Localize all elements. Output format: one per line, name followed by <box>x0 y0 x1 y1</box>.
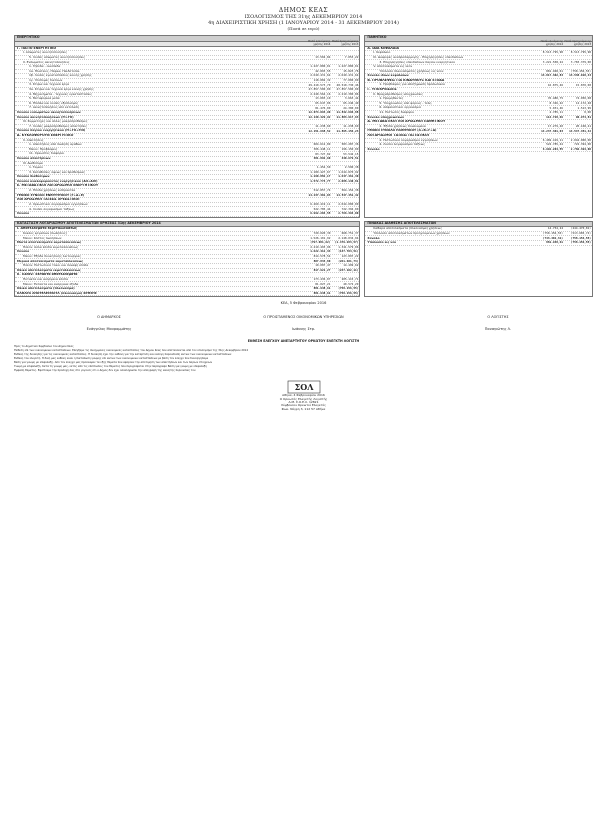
row-label: Σύνολο υποχρεώσεων <box>367 115 405 119</box>
row-label: 7. Λοιπές μακροπρόθεσμες απαιτήσεις <box>29 124 88 128</box>
value-current: 306.448,11 <box>313 147 331 151</box>
row-label: 1. Γήπεδα - οικόπεδα <box>29 65 61 69</box>
row-label: Μείον: Έκτακτα και ανόργανα έξοδα <box>23 282 79 286</box>
value-current: (797.081,62) <box>310 241 331 245</box>
value-previous: (244.470,81) <box>570 227 591 231</box>
value-previous: 40.572,29 <box>343 282 359 286</box>
row-label: Έκτακτα και ανόργανα έσοδα <box>23 277 68 281</box>
row-label: ΛΟΓΑΡΙΑΣΜΟΙ ΤΑΞΕΩΣ ΠΙΣΤΩΤΙΚΟΙ <box>367 133 429 137</box>
value-previous: 440.679,51 <box>341 157 359 161</box>
signatures <box>14 315 593 331</box>
row-label: 5. Μεταφορικά μέσα <box>29 97 60 101</box>
value-current: 381.892,60 <box>313 157 331 161</box>
income-statement-title: ΚΑΤΑΣΤΑΣΗ ΛΟΓΑΡΙΑΣΜΟΥ ΑΠΟΤΕΛΕΣΜΑΤΩΝ ΧΡΗΣΕΩΣ 31ης ΔΕΚΕΜΒΡΙΟΥ 2014 <box>15 222 359 228</box>
row-label: 3. Επιχορηγήσεις επενδύσεων παγίου ενεργητικού <box>379 60 455 64</box>
value-previous: 668.751,37 <box>341 232 359 236</box>
value-current: (758.156,55) <box>542 232 563 236</box>
row-label: 3α. Κτίρια και τεχνικά έργα κοινής χρήσης <box>29 88 94 92</box>
signer-role: Ο ΠΡΟΙΣΤΑΜΕΝΟΣ ΟΙΚΟΝΟΜΙΚΩΝ ΥΠΗΡΕΣΙΩΝ <box>263 315 344 320</box>
liabilities-rows <box>365 47 592 153</box>
appropriation-table <box>364 221 593 298</box>
row-label: Β. ΠΡΟΒΛΕΨΕΙΣ ΓΙΑ ΚΙΝΔΥΝΟΥΣ ΚΑΙ ΕΞΟΔΑ <box>367 78 445 82</box>
value-previous: (758.156,55) <box>338 291 359 295</box>
value-current: 13.003,10 <box>315 97 331 101</box>
value-current: 1.227.800,01 <box>310 65 331 69</box>
value-current: 881.948,61 <box>546 69 563 73</box>
value-previous: 14.499,62 <box>343 264 359 268</box>
value-current: 118.882,32 <box>313 79 331 82</box>
value-previous: 15.870,00 <box>575 83 591 87</box>
row-label: Γ. ΥΠΟΧΡΕΩΣΕΙΣ <box>367 87 397 91</box>
value-previous: (758.156,55) <box>570 241 591 245</box>
value-current: 10.087,47 <box>315 264 331 268</box>
row-label: V. Αποτελέσματα εις νέον <box>373 65 413 69</box>
row-label: Σύνολο ακινητοποιήσεων (ΓΙ+ΓΙΙ) <box>17 115 74 119</box>
value-current: 12.074.093,90 <box>308 111 331 115</box>
income-rows <box>15 227 359 296</box>
row-label: 2. Έσοδα χρήσεως εισπρακτέα <box>29 189 76 193</box>
value-current: 1.526.101,92 <box>310 236 331 240</box>
row-label: Υπόλοιπο αποτελεσμάτων προηγούμενων χρήσεων <box>373 231 450 235</box>
row-label: Ι. Αποτελέσματα εκμεταλλεύσεως <box>17 227 77 231</box>
value-current: 814.578,54 <box>313 255 331 259</box>
row-label: 4. Λοιποί λογαριασμοί τάξεως <box>29 207 75 211</box>
row-label: 1β. Λοιπές εγκαταστάσεις κοινής χρήσης <box>29 74 92 78</box>
footer-address: Φωκ. Νέγρη 3, 112 57 Αθήνα <box>281 406 326 411</box>
value-current: 1.622.412,34 <box>310 250 331 254</box>
table-row <box>365 148 592 153</box>
value-current: 76.480,75 <box>547 97 563 101</box>
value-previous: 2.148.034,94 <box>338 236 359 240</box>
value-previous: 0,00 <box>584 111 591 115</box>
value-current: 81.476,00 <box>315 106 331 110</box>
value-current: 12.140.429,92 <box>308 115 331 119</box>
row-label: Πλέον: Άλλα έσοδα εκμεταλλεύσεως <box>23 245 79 249</box>
value-current: 13.817.302,83 <box>541 74 563 78</box>
place-date: ΚΕΑ, 5 Φεβρουαρίου 2016 <box>280 301 327 306</box>
row-label: Σύνολο απαιτήσεων <box>17 156 51 160</box>
assets-rows <box>15 47 359 217</box>
value-previous: 123.897,22 <box>341 255 359 259</box>
value-previous: (1.479.283,57) <box>334 241 359 245</box>
value-previous: (758.156,55) <box>338 287 359 291</box>
value-current: 14.237.301,03 <box>541 129 563 133</box>
row-label: Ολικά αποτελέσματα εκμεταλλεύσεως <box>17 268 81 272</box>
row-label: Ε. ΜΕΤΑΒΑΤΙΚΟΙ ΛΟΓΑΡΙΑΣΜΟΙ ΕΝΕΡΓΗΤΙΚΟΥ <box>17 184 99 188</box>
row-label: 2. Χρεωστικοί λογαριασμοί εγγυήσεων <box>29 202 88 206</box>
row-label: IV. Διαθέσιμα <box>23 161 43 165</box>
value-current: 13.504,84 <box>315 56 331 60</box>
value-previous: 77.000,00 <box>343 79 359 82</box>
row-label: Ολικά αποτελέσματα (πλεόνασμα) <box>17 287 75 291</box>
row-label: ΚΑΘΑΡΑ ΑΠΟΤΕΛΕΣΜΑΤΑ (πλεόνασμα) ΧΡΗΣΗΣ <box>17 291 97 295</box>
col-previous: Ποσά προηγούμενης χρήσης 2013 <box>564 39 591 46</box>
row-label: 11. Χρεώστες διάφοροι <box>29 152 65 156</box>
footer-role: Ο Ορκωτός Ελεγκτής Λογιστής <box>279 396 328 401</box>
value-previous: 20.168,41 <box>575 124 591 128</box>
auditor-footer <box>14 380 593 411</box>
value-current: 42.893,55 <box>315 69 331 73</box>
row-label: ΙΙ. Απαιτήσεις <box>23 138 44 142</box>
signer-name: Ευάγγελος Μαυρομμάτης <box>86 327 132 332</box>
report-paragraph: Έμφαση θέματος. Εφιστούμε την προσοχή σας στο γεγονός ότι ο Δήμος δεν έχει ολοκληρώσει την απογραφή της ακίνητης περιουσίας του <box>14 368 196 372</box>
value-current: 47.857.500,00 <box>308 88 331 92</box>
row-label: 3. Κτίρια και τεχνικά έργα <box>29 83 69 87</box>
value-current: 1.189.427,67 <box>310 170 331 174</box>
row-label: 4. Μηχανήματα - τεχνικές εγκαταστάσεις <box>29 92 93 96</box>
row-label: Σύνολο <box>17 250 30 254</box>
value-previous: (261.601,73) <box>338 259 359 263</box>
value-current: 8.513.795,98 <box>542 51 563 55</box>
value-current: 817.921,27 <box>313 268 331 272</box>
row-label: ΙΙ. Πλέον: Έκτακτα αποτελέσματα <box>17 273 78 277</box>
value-previous: (137.704,51) <box>338 250 359 254</box>
row-label: 6. Έπιπλα και λοιπός εξοπλισμός <box>29 101 79 105</box>
row-label: ΛΟΓΑΡΙΑΣΜΟΙ ΤΑΞΕΩΣ ΧΡΕΩΣΤΙΚΟΙ <box>17 198 80 202</box>
row-label: ΓΕΝΙΚΟ ΣΥΝΟΛΟ ΠΑΘΗΤΙΚΟΥ (Α+Β+Γ+Δ) <box>367 129 437 133</box>
value-current: 1.572.774,77 <box>310 180 331 184</box>
value-current: 6.992.204,55 <box>542 147 563 151</box>
row-label: 5. Λοιπές ασώματες ακινητοποιήσεις <box>29 55 86 59</box>
report-paragraph: Ευθύνη του ελεγκτή. Η δική μας ευθύνη είναι η διατύπωση γνώμης επί αυτών των οικονομικών καταστάσεων με βάση τον έλεγχο που διενεργήσαμε <box>14 356 209 360</box>
value-current: 11.238,60 <box>315 124 331 128</box>
value-current: 14.754,24 <box>547 227 563 231</box>
row-label: 1. Ταμείο <box>29 166 44 170</box>
value-current: 881.948,61 <box>313 291 331 295</box>
row-label: Γ. ΠΑΓΙΟ ΕΝΕΡΓΗΤΙΚΟ <box>17 46 57 50</box>
assets-title: ΕΝΕΡΓΗΤΙΚΟ <box>15 36 359 42</box>
value-previous: (758.156,55) <box>570 236 591 240</box>
row-label: ΙΙ. Ενσώματες ακινητοποιήσεις <box>23 60 70 64</box>
value-current: 4.785,11 <box>549 111 563 115</box>
value-previous: 1.647.461,30 <box>338 175 359 179</box>
signer-role: Ο ΔΗΜΑΡΧΟΣ <box>97 315 121 320</box>
value-previous: 1.227.800,01 <box>338 65 359 69</box>
liabilities-title: ΠΑΘΗΤΙΚΟ <box>365 36 592 42</box>
value-previous: 8.513.795,98 <box>570 51 591 55</box>
row-label: Σύνολο <box>367 236 380 240</box>
value-current: 173.436,07 <box>313 278 331 282</box>
value-previous: 1.341.579,06 <box>338 245 359 249</box>
row-label: Δ. ΚΥΚΛΟΦΟΡΟΥΝ ΕΝΕΡΓΗΤΙΚΟ <box>17 133 74 137</box>
value-previous: (247.102,11) <box>338 268 359 272</box>
row-label: ΙΙ. Βραχυπρόθεσμες υποχρεώσεις <box>373 92 424 96</box>
sol-logo-icon <box>287 380 321 394</box>
signer-role: Ο ΛΟΓΙΣΤΗΣ <box>487 315 509 320</box>
value-previous: 722.394,00 <box>341 207 359 211</box>
row-label: Σύνολο παγίου ενεργητικού (ΓΙ+ΓΙΙ+ΓΙΙΙ) <box>17 129 86 133</box>
value-current: 65.647,06 <box>315 101 331 105</box>
value-previous: 196.150,00 <box>341 147 359 151</box>
appropriation-title: ΠΙΝΑΚΑΣ ΔΙΑΘΕΣΗΣ ΑΠΟΤΕΛΕΣΜΑΤΩΝ <box>365 222 592 228</box>
row-label: 1. Απαιτήσεις από πώληση αγαθών <box>29 143 82 147</box>
row-label: 1α. Πλατείες, Πάρκα, Παιδότοποι <box>29 69 80 73</box>
report-paragraph: Γνώμη με επιφύλαξη. Κατά τη γνώμη μας, εκτός από τις επιπτώσεις του θέματος που περιγράφεται στην παράγραφο Βάση για γνώμη με επιφύλαξη <box>14 364 207 368</box>
value-previous: 3.663,44 <box>344 97 359 101</box>
value-previous: 3.783.379,00 <box>570 60 591 64</box>
value-current: 512.857,74 <box>313 189 331 193</box>
value-previous: 13.538.018,43 <box>569 74 591 78</box>
currency-note: (Ποσά σε ευρώ) <box>287 26 320 32</box>
value-previous: 2.766.394,00 <box>338 212 359 216</box>
value-previous: 564.154,38 <box>341 189 359 193</box>
value-previous: 2.219.300,86 <box>338 92 359 96</box>
appropriation-rows <box>365 227 592 245</box>
value-current: 2.240.564,16 <box>310 92 331 96</box>
fiscal-period: 4η ΔΙΑΧΕΙΡΙΣΤΙΚΗ ΧΡΗΣΗ (1 ΙΑΝΟΥΑΡΙΟΥ 2014 - 31 ΔΕΚΕΜΒΡΙΟΥ 2014) <box>208 19 399 26</box>
auditor-report <box>14 339 593 372</box>
value-previous: 90.974,81 <box>575 115 591 119</box>
value-previous: 12.172,48 <box>575 101 591 105</box>
balance-sheet <box>14 35 593 218</box>
row-label: Σύνολο κυκλοφορούντος ενεργητικού (ΔΙΙ+ΔΙV) <box>17 179 98 183</box>
row-label: Δ. ΜΕΤΑΒΑΤΙΚΟΙ ΛΟΓΑΡΙΑΣΜΟΙ ΠΑΘΗΤΙΚΟΥ <box>367 120 446 124</box>
value-current: 5.031,46 <box>549 106 563 110</box>
report-paragraph: Προς το Δημοτικό Συμβούλιο του Δήμου Κέας <box>14 344 74 348</box>
value-current: 83.727,82 <box>315 152 331 156</box>
value-previous: 2.044.000,00 <box>570 138 591 142</box>
value-previous: 48.510.730,46 <box>336 83 359 87</box>
footer-reg: Α.Μ. Σ.Ο.Ε.Λ. 12821 <box>288 399 319 404</box>
value-current: 8.346,42 <box>549 101 563 105</box>
row-label: 11. Πιστωτές διάφοροι <box>379 111 415 115</box>
signer <box>249 315 359 331</box>
value-current: 49.410.573,70 <box>308 83 331 87</box>
value-previous: 47.857.500,00 <box>336 88 359 92</box>
value-previous: 2.088.140,81 <box>338 180 359 184</box>
value-current: 6.992.204,55 <box>310 212 331 216</box>
row-label: Σύνολο <box>17 212 30 216</box>
value-previous: 14.547.451,42 <box>336 193 359 197</box>
assets-section <box>14 35 360 218</box>
row-label: Α. ΙΔΙΑ ΚΕΦΑΛΑΙΑ <box>367 46 400 50</box>
value-current: 2.419.493,96 <box>310 245 331 249</box>
report-paragraph: Ευθύνη της διοίκησης για τις οικονομικές καταστάσεις. Η διοίκηση έχει την ευθύνη για την κατάρτιση και εύλογη παρουσίαση αυτών των οικονομικών καταστάσεων <box>14 352 232 356</box>
row-label: 7. Ακινητοποιήσεις υπό εκτέλεση <box>29 106 80 110</box>
report-paragraph: Έκθεση επί των οικονομικών καταστάσεων. Ελέγξαμε τις συνημμένες οικονομικές καταστάσεις του Δήμου Κέας που αποτελούνται από τον ισολογισμό της 31ης Δεκεμβρίου 2014 <box>14 348 248 352</box>
table-row <box>365 241 592 246</box>
row-label: Μείον: Προβλέψεις <box>29 147 58 151</box>
value-current: 522.785,44 <box>313 207 331 211</box>
value-previous: 583.287,36 <box>341 143 359 147</box>
row-label: Σύνολο διαθεσίμων <box>17 175 50 179</box>
value-current: 81.027,21 <box>315 282 331 286</box>
value-previous: 74.050,08 <box>575 97 591 101</box>
row-label: Κύκλος εργασιών (πωλήσεις) <box>23 231 67 235</box>
svg-text:ΣΟΛ: ΣΟΛ <box>294 382 313 393</box>
row-label: Υπόλοιπο εις νέο <box>367 241 397 245</box>
value-current: 2.649.431,64 <box>310 74 331 78</box>
value-current: 14.237.301,03 <box>308 193 331 197</box>
value-current: 3.221.558,24 <box>542 60 563 64</box>
value-current: 807.833,80 <box>313 259 331 263</box>
income-statement <box>14 221 360 298</box>
value-previous: 2.649.431,64 <box>338 74 359 78</box>
value-previous: 15.823,76 <box>343 69 359 73</box>
row-label: Μικτά αποτελέσματα εκμεταλλεύσεως <box>17 241 82 245</box>
row-label: Σύνολο <box>367 147 380 151</box>
table-row <box>15 292 359 297</box>
footer-firm: Σύμβουλοι Ορκωτοί Ελεγκτές <box>281 403 326 408</box>
row-label: ΙΙΙ. Διαφορές αναπροσαρμογής - Επιχορηγήσεις επενδύσεων <box>373 55 464 59</box>
value-current: 17.279,40 <box>547 124 563 128</box>
auditor-report-title: ΕΚΘΕΣΗ ΕΛΕΓΧΟΥ ΑΝΕΞΑΡΤΗΤΟΥ ΟΡΚΩΤΟΥ ΕΛΕΓΚΤΗ ΛΟΓΙΣΤΗ <box>247 339 360 344</box>
value-current: 729.020,30 <box>313 232 331 236</box>
value-current: (743.402,31) <box>542 236 563 240</box>
value-previous: 2.044.000,00 <box>338 203 359 207</box>
row-label: 1. Προμηθευτές <box>379 97 404 101</box>
value-current: 12.151.668,52 <box>308 129 331 133</box>
value-current: 114.728,69 <box>546 115 563 119</box>
signer-name: Ιωάννης Στρ. <box>291 327 316 332</box>
value-previous: 1.644.870,92 <box>338 170 359 174</box>
value-current: 881.948,61 <box>546 241 563 245</box>
value-previous: 205.115,71 <box>341 278 359 282</box>
value-previous: 53.542,15 <box>343 152 359 156</box>
value-current: 1.190.882,17 <box>310 175 331 179</box>
row-label: ΓΕΝΙΚΟ ΣΥΝΟΛΟ ΕΝΕΡΓΗΤΙΚΟΥ (Γ+Δ+Ε) <box>17 193 85 197</box>
signer <box>54 315 164 331</box>
document-header <box>14 8 593 32</box>
row-label: Πλέον: Πιστωτικοί τόκοι και συναφή έσοδα <box>23 264 89 268</box>
value-current: 881.948,61 <box>313 287 331 291</box>
value-previous: 2.766.394,00 <box>570 147 591 151</box>
footer-date: Αθήνα, 4 Φεβρουαρίου 2016 <box>282 393 325 398</box>
value-previous: 11.883.917,63 <box>336 115 359 119</box>
row-label: Σύνολο ενσωμάτων ακινητοποιήσεων <box>17 111 81 115</box>
row-label: 2. Πιστωτικοί λογαριασμοί εγγυήσεων <box>379 138 438 142</box>
row-label: Ι. Κεφάλαιο <box>373 51 391 55</box>
row-label: ΙΙΙ. Συμμετοχές και άλλες μακροπρόθεσμες <box>23 120 88 124</box>
col-current: Ποσά κλειόμενης χρήσης 2014 <box>308 39 331 46</box>
col-current: Ποσά κλειόμενης χρήσης 2014 <box>540 39 563 46</box>
value-previous: 722.394,00 <box>574 143 591 147</box>
document-title: ΙΣΟΛΟΓΙΣΜΟΣ ΤΗΣ 31ης ΔΕΚΕΜΒΡΙΟΥ 2014 <box>244 13 363 20</box>
liabilities-section <box>364 35 593 218</box>
value-current: 604.612,89 <box>313 143 331 147</box>
value-previous: 14.547.451,42 <box>569 129 591 133</box>
row-label: 1. Προβλέψεις για αποζημίωση προσωπικού <box>379 83 446 87</box>
row-label: Μερικά αποτελέσματα εκμεταλλεύσεως <box>17 259 84 263</box>
value-previous: 11.238,60 <box>343 124 359 128</box>
results-block <box>14 221 593 298</box>
value-previous: 11.842.696,88 <box>336 111 359 115</box>
value-previous: 65.246,40 <box>343 101 359 105</box>
value-current: 6.469.419,11 <box>542 138 563 142</box>
row-label: Μείον: Κόστος πωλήσεων <box>23 236 62 240</box>
signer <box>443 315 553 331</box>
row-label: 1γ. Υποδομές δικτύων <box>29 78 63 82</box>
row-label: 6. Ασφαλιστικοί οργανισμοί <box>379 106 422 110</box>
value-current: 6.469.419,11 <box>310 203 331 207</box>
value-current: 522.785,44 <box>546 143 563 147</box>
table-row <box>15 212 359 217</box>
report-paragraph: Βάση για γνώμη με επιφύλαξη. Από τον έλεγχό μας προέκυψαν τα εξής θέματα που αφορούν την αποτίμηση των απαιτήσεων και των παγίων στοιχείων <box>14 360 213 364</box>
row-label: 3. Καταθέσεις όψεως και προθεσμίας <box>29 170 86 174</box>
row-label: Καθαρά αποτελέσματα (πλεόνασμα) χρήσεως <box>373 227 443 231</box>
signer-name: Παναγιώτης Λ. <box>484 327 512 332</box>
value-previous: 7.053,22 <box>344 56 359 60</box>
row-label: Μείον: Έξοδα διοικητικής λειτουργίας <box>23 254 82 258</box>
row-label: 4. Λοιποί λογαριασμοί τάξεως <box>379 143 425 147</box>
row-label: 5. Υποχρεώσεις από φόρους - τέλη <box>379 101 432 105</box>
row-label: Ι. Ασώματες ακινητοποιήσεις <box>23 51 68 55</box>
value-previous: 11.895.156,23 <box>336 129 359 133</box>
value-previous: 2.590,38 <box>344 166 359 170</box>
value-previous: (513.685,74) <box>570 232 591 236</box>
row-label: 2. Έξοδα χρήσεως δουλευμένα <box>379 124 426 128</box>
row-label: Υπόλοιπο πλεονάσματος χρήσεως εις νέον <box>379 69 444 73</box>
row-label: Σύνολο ιδίων κεφαλαίων <box>367 74 409 78</box>
value-previous: (758.156,55) <box>570 69 591 73</box>
col-previous: Ποσά προηγούμενης χρήσης 2013 <box>331 39 359 46</box>
municipality-name: ΔΗΜΟΣ ΚΕΑΣ <box>278 7 329 14</box>
value-previous: 24.300,00 <box>343 106 359 110</box>
value-current: 1.454,50 <box>316 166 331 170</box>
value-current: 16.875,46 <box>547 83 563 87</box>
value-previous: 1.513,99 <box>577 106 591 110</box>
